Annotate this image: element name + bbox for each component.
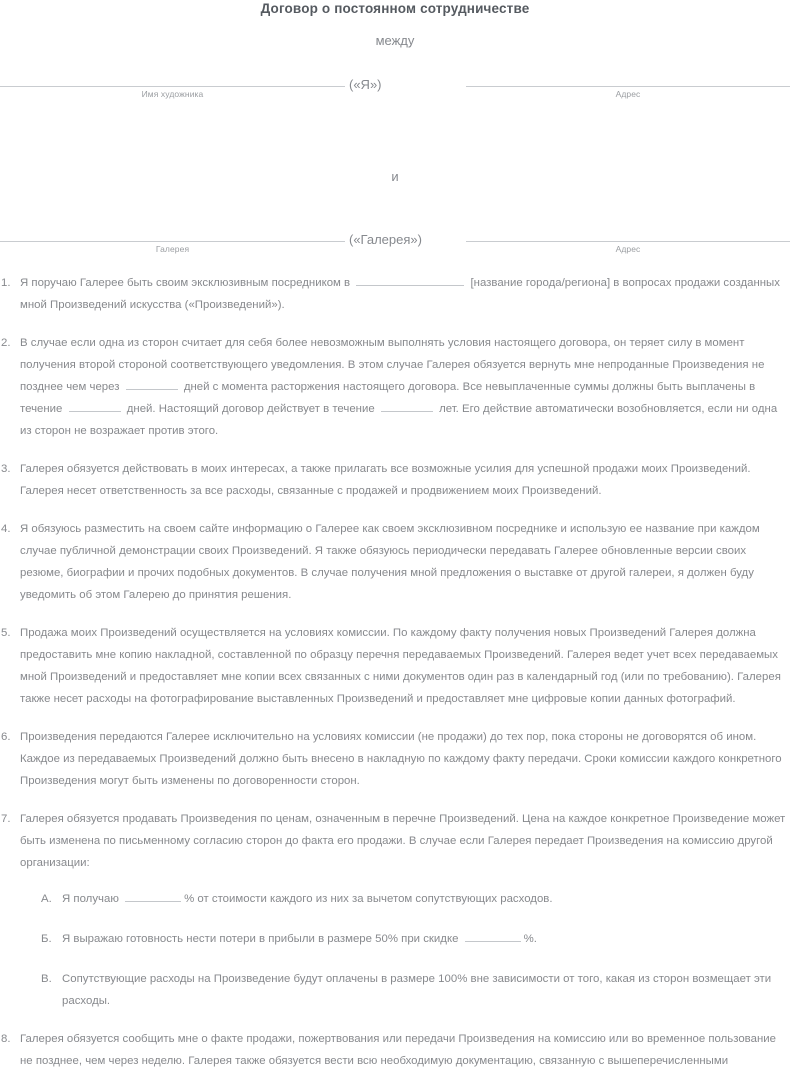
subclause-body xyxy=(62,893,553,905)
clause-item xyxy=(0,458,790,502)
clause-list xyxy=(0,272,790,1088)
clause-text-run: % от стоимости каждого из них за вычетом сопутствующих расходов. xyxy=(184,893,553,905)
clause-item xyxy=(0,1028,790,1072)
clause-text-run: Я обязуюсь разместить на своем сайте информацию о Галерее как своем эксклюзивном посреднике и использую ее название при каждом случае публичной демонстрации своих Произведений. Я также обязуюсь периодически передавать Галерее обновленные версии своих резюме, биографии и прочих подобных документов. В случае получения мной предложения о выставке от другой галереи, я должен буду уведомить об этом Галерею до принятия решения. xyxy=(20,523,760,601)
clause-number: 8. xyxy=(1,1033,11,1045)
subclause-letter: Б. xyxy=(41,933,52,945)
clause-body xyxy=(20,523,760,601)
artist-party-tag: («Я») xyxy=(349,77,382,92)
fill-in-blank[interactable] xyxy=(126,379,178,390)
clause-body xyxy=(20,731,782,787)
clause-text-run: В случае если одна из сторон считает для себя более невозможным выполнять условия настоящего договора, он теряет силу в момент получения второй стороной соответствующего уведомления. В этом случае Галерея обязуется вернуть мне непроданные Произведения не позднее чем через xyxy=(20,337,765,393)
clause-number: 5. xyxy=(1,627,11,639)
clause-text-run: дней с момента расторжения настоящего договора. Все невыплаченные суммы должны быть выплачены в течение xyxy=(20,381,756,415)
gallery-address-line[interactable] xyxy=(466,241,790,242)
clause-number: 3. xyxy=(1,463,11,475)
party-artist-row xyxy=(0,70,790,100)
subclause-body xyxy=(62,973,771,1007)
fill-in-blank[interactable] xyxy=(381,401,433,412)
fill-in-blank[interactable] xyxy=(69,401,121,412)
clause-item xyxy=(0,808,790,1012)
clause-item xyxy=(0,622,790,710)
clause-number: 6. xyxy=(1,731,11,743)
fill-in-blank[interactable] xyxy=(465,931,521,942)
clause-text-run: %. xyxy=(523,933,537,945)
clause-item xyxy=(0,272,790,316)
fill-in-blank[interactable] xyxy=(356,275,464,286)
clause-item xyxy=(0,518,790,606)
clause-text-run: Я поручаю Галерее быть своим эксклюзивным посредником в xyxy=(20,277,354,289)
subclause-item xyxy=(41,888,790,910)
clause-item xyxy=(0,332,790,442)
clause-text-run: [название города/региона] в вопросах продажи созданных мной Произведений искусства («Произведений»). xyxy=(20,277,780,311)
clause-body xyxy=(20,627,781,705)
clause-body xyxy=(20,813,785,869)
clause-text-run: Я получаю xyxy=(62,893,123,905)
clause-text-run: Сопутствующие расходы на Произведение будут оплачены в размере 100% вне зависимости от того, какая из сторон возмещает эти расходы. xyxy=(62,973,772,1007)
subclause-letter: А. xyxy=(41,893,52,905)
party-gallery-row xyxy=(0,225,790,255)
clause-text-run: Галерея обязуется сообщить мне о факте продажи, пожертвования или передачи Произведения на комиссию или во временное пользование не позднее, чем через неделю. Галерея также обязуется вести всю необходимую документацию, связанную с вышеперечисленными xyxy=(20,1033,776,1067)
subclause-item xyxy=(41,928,790,950)
clause-number: 7. xyxy=(1,813,11,825)
clause-text-run: Произведения передаются Галерее исключительно на условиях комиссии (не продажи) до тех пор, пока стороны не договорятся об ином. Каждое из передаваемых Произведений должно быть внесено в накладную по каждому факту передачи. Сроки комиссии каждого конкретного Произведения могут быть изменены по договоренности сторон. xyxy=(20,731,782,787)
clause-body xyxy=(20,337,777,437)
gallery-party-tag: («Галерея») xyxy=(349,232,422,247)
subclause-item xyxy=(41,968,790,1012)
and-label: и xyxy=(391,169,399,184)
artist-name-line[interactable] xyxy=(0,86,345,87)
clause-body xyxy=(20,277,780,311)
clause-number: 4. xyxy=(1,523,11,535)
gallery-name-caption: Галерея xyxy=(155,244,190,254)
clause-item xyxy=(0,726,790,792)
page-title: Договор о постоянном сотрудничестве xyxy=(260,1,530,16)
clause-body xyxy=(20,1033,776,1067)
clause-text-run: Я выражаю готовность нести потери в прибыли в размере 50% при скидке xyxy=(62,933,462,945)
clause-text-run: Галерея обязуется продавать Произведения по ценам, означенным в перечне Произведений. Цена на каждое конкретное Произведение может быть изменена по письменному согласию сторон до факта его продажи. В случае если Галерея передает Произведения на комиссию другой организации: xyxy=(20,813,786,869)
subclause-list xyxy=(20,888,790,1012)
clause-text-run: дней. Настоящий договор действует в течение xyxy=(123,403,378,415)
clause-text-run: Галерея обязуется действовать в моих интересах, а также прилагать все возможные усилия для успешной продажи моих Произведений. Галерея несет ответственность за все расходы, связанные с продажей и продвижением моих Произведений. xyxy=(20,463,751,497)
subclause-letter: В. xyxy=(41,973,52,985)
clause-number: 2. xyxy=(1,337,11,349)
between-label: между xyxy=(375,33,415,48)
artist-address-caption: Адрес xyxy=(615,89,641,99)
clause-number: 1. xyxy=(1,277,11,289)
artist-address-line[interactable] xyxy=(466,86,790,87)
gallery-address-caption: Адрес xyxy=(615,244,641,254)
subclause-body xyxy=(62,933,537,945)
clause-text-run: лет. Его действие автоматически возобновляется, если ни одна из сторон не возражает против этого. xyxy=(20,403,778,437)
gallery-name-line[interactable] xyxy=(0,241,345,242)
clause-text-run: Продажа моих Произведений осуществляется на условиях комиссии. По каждому факту получения новых Произведений Галерея должна предоставить мне копию накладной, составленной по образцу перечня передаваемых Произведений. Галерея ведет учет всех передаваемых мной Произведений и предоставляет мне копии всех связанных с ними документов один раз в календарный год (или по требованию). Галерея также несет расходы на фотографирование выставленных Произведений и предоставляет мне цифровые копии данных фотографий. xyxy=(20,627,781,705)
artist-name-caption: Имя художника xyxy=(141,89,204,99)
clause-body xyxy=(20,463,751,497)
fill-in-blank[interactable] xyxy=(125,891,181,902)
